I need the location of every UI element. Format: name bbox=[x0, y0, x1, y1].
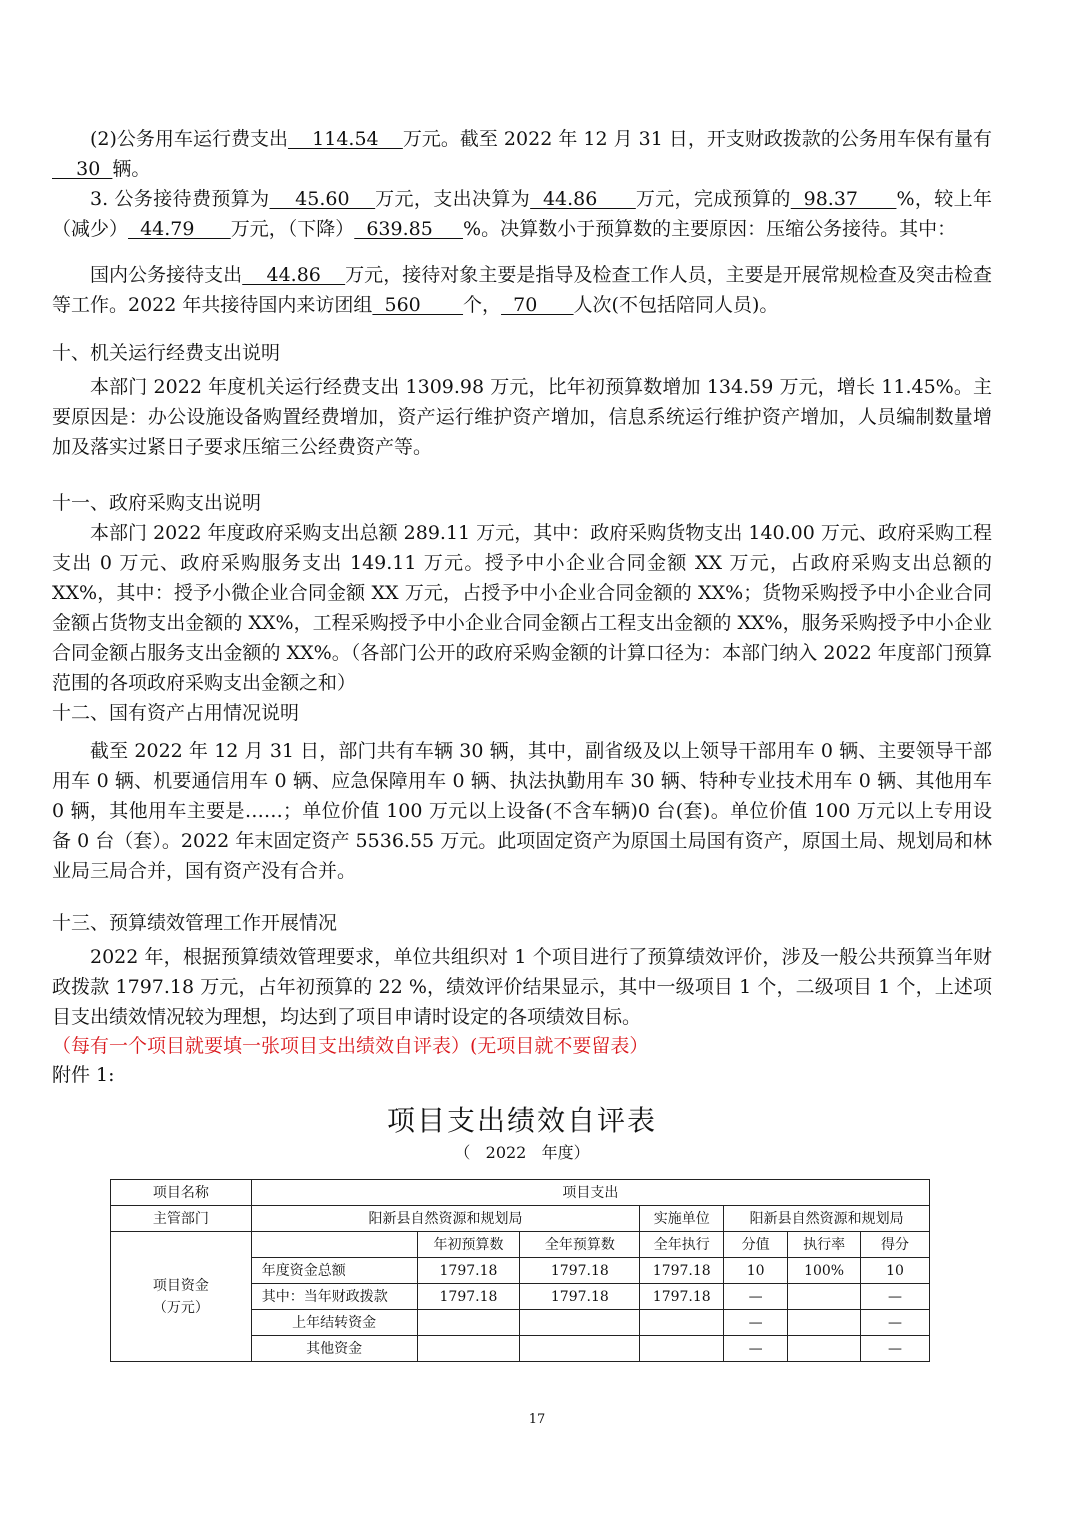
filled-value: 98.37 bbox=[790, 188, 897, 210]
table-cell: — bbox=[724, 1336, 788, 1362]
table-cell: 上年结转资金 bbox=[251, 1310, 417, 1336]
table-header-cell: 分值 bbox=[724, 1232, 788, 1258]
page-number: 17 bbox=[528, 1412, 546, 1427]
section-heading-11: 十一、政府采购支出说明 bbox=[52, 492, 262, 514]
table-cell bbox=[640, 1336, 724, 1362]
section-body-13: 2022 年，根据预算绩效管理要求，单位共组织对 1 个项目进行了预算绩效评价，涉及一般公共预算当年财政拨款 1797.18 万元，占年初预算的 22 %，绩效评价结果显示，其中一级项目 1 个，二级项目 1 个，上述项目支出绩效情况较为理想，均达到了项目申请时设定的各项绩效目标。 bbox=[52, 946, 992, 1028]
table-cell bbox=[640, 1310, 724, 1336]
table-cell: — bbox=[861, 1284, 930, 1310]
table-cell bbox=[251, 1232, 417, 1258]
table-cell: 其中：当年财政拨款 bbox=[251, 1284, 417, 1310]
table-header-cell: 得分 bbox=[861, 1232, 930, 1258]
table-cell: — bbox=[861, 1310, 930, 1336]
text: 万元。截至 2022 年 12 月 31 日，开支财政拨款的公务用车保有量有 bbox=[402, 128, 992, 150]
text: 万元，接待对象主要是指导及检查工作人员，主要是开展常规检查及突击检查等工作。2022 年共接待国内来访团组 bbox=[52, 264, 992, 316]
document-page bbox=[52, 124, 992, 1168]
filled-value: 70 bbox=[501, 294, 574, 316]
section-body-12: 截至 2022 年 12 月 31 日，部门共有车辆 30 辆，其中，副省级及以上领导干部用车 0 辆、主要领导干部用车 0 辆、机要通信用车 0 辆、应急保障用车 0 辆、执法执勤用车 30 辆、特种专业技术用车 0 辆、其他用车 0 辆，其他用车主要是……；单位价值 100 万元以上设备(不含车辆)0 台(套)。单位价值 100 万元以上专用设备 0 台（套）。2022 年末固定资产 5536.55 万元。此项固定资产为原国土局国有资产，原国土局、规划局和林业局三局合并，国有资产没有合并。 bbox=[52, 740, 992, 882]
table-cell: 10 bbox=[724, 1258, 788, 1284]
table-cell: — bbox=[724, 1310, 788, 1336]
table-cell: 项目支出 bbox=[251, 1180, 929, 1206]
table-cell: 项目资金 （万元） bbox=[111, 1232, 252, 1362]
table-year: （ 2022 年度） bbox=[454, 1143, 590, 1162]
section-heading-12: 十二、国有资产占用情况说明 bbox=[52, 702, 300, 724]
table-cell: 1797.18 bbox=[640, 1258, 724, 1284]
table-cell: 1797.18 bbox=[417, 1258, 520, 1284]
paragraph-domestic-reception bbox=[52, 260, 992, 320]
filled-value: 44.86 bbox=[530, 188, 636, 210]
table-cell bbox=[520, 1310, 640, 1336]
filled-value: 114.54 bbox=[287, 128, 403, 150]
table-header-cell: 全年预算数 bbox=[520, 1232, 640, 1258]
text: (2)公务用车运行费支出 bbox=[90, 128, 288, 150]
attachment-label: 附件 1: bbox=[52, 1064, 115, 1086]
text: 3. 公务接待费预算为 bbox=[90, 188, 270, 210]
text: %，较上年（减少） bbox=[52, 188, 992, 240]
self-evaluation-table bbox=[110, 1179, 930, 1362]
table-cell: 1797.18 bbox=[640, 1284, 724, 1310]
table-cell: 10 bbox=[861, 1258, 930, 1284]
section-body-11: 本部门 2022 年度政府采购支出总额 289.11 万元，其中：政府采购货物支出 140.00 万元、政府采购工程支出 0 万元、政府采购服务支出 149.11 万元。授予中小企业合同金额 XX 万元，占政府采购支出总额的 XX%，其中：授予小微企业合同金额 XX 万元，占授予中小企业合同金额的 XX%；货物采购授予中小企业合同金额占货物支出金额的 XX%，工程采购授予中小企业合同金额占工程支出金额的 XX%，服务采购授予中小企业合同金额占服务支出金额的 XX%。（各部门公开的政府采购金额的计算口径为：本部门纳入 2022 年度部门预算范围的各项政府采购支出金额之和） bbox=[52, 522, 992, 694]
filled-value: 44.79 bbox=[128, 218, 231, 240]
text: 国内公务接待支出 bbox=[90, 264, 243, 286]
text: 个， bbox=[463, 294, 502, 316]
table-cell: 1797.18 bbox=[520, 1284, 640, 1310]
section-body-10: 本部门 2022 年度机关运行经费支出 1309.98 万元，比年初预算数增加 134.59 万元，增长 11.45%。主要原因是：办公设施设备购置经费增加，资产运行维护资产增加，信息系统运行维护资产增加，人员编制数量增加及落实过紧日子要求压缩三公经费资产等。 bbox=[52, 376, 992, 458]
table-cell bbox=[788, 1310, 861, 1336]
table-cell bbox=[788, 1284, 861, 1310]
text: 人次(不包括陪同人员)。 bbox=[573, 294, 779, 316]
table-row bbox=[111, 1206, 930, 1232]
table-row bbox=[111, 1180, 930, 1206]
table-cell: 年度资金总额 bbox=[251, 1258, 417, 1284]
table-row bbox=[111, 1232, 930, 1258]
table-cell: 其他资金 bbox=[251, 1336, 417, 1362]
filled-value: 44.86 bbox=[242, 264, 346, 286]
section-heading-13: 十三、预算绩效管理工作开展情况 bbox=[52, 912, 338, 934]
table-cell: 100% bbox=[788, 1258, 861, 1284]
table-cell: 项目名称 bbox=[111, 1180, 252, 1206]
table-title: 项目支出绩效自评表 bbox=[386, 1104, 657, 1137]
filled-value: 639.85 bbox=[354, 218, 464, 240]
table-cell: 阳新县自然资源和规划局 bbox=[724, 1206, 930, 1232]
table-cell: 主管部门 bbox=[111, 1206, 252, 1232]
table-header-cell: 执行率 bbox=[788, 1232, 861, 1258]
filled-value: 560 bbox=[372, 294, 464, 316]
table-cell: — bbox=[861, 1336, 930, 1362]
text: 辆。 bbox=[112, 158, 151, 180]
table-header-cell: 全年执行 bbox=[640, 1232, 724, 1258]
table-cell bbox=[520, 1336, 640, 1362]
table-cell: — bbox=[724, 1284, 788, 1310]
table-cell bbox=[788, 1336, 861, 1362]
table-header-cell: 年初预算数 bbox=[417, 1232, 520, 1258]
text: 万元，（下降） bbox=[230, 218, 355, 240]
filled-value: 45.60 bbox=[269, 188, 376, 210]
red-note: （每有一个项目就要填一张项目支出绩效自评表）(无项目就不要留表） bbox=[52, 1035, 649, 1057]
section-heading-10: 十、机关运行经费支出说明 bbox=[52, 342, 281, 364]
paragraph-reception-budget bbox=[52, 184, 992, 244]
table-cell bbox=[417, 1336, 520, 1362]
filled-value: 30 bbox=[52, 158, 113, 180]
text: 万元，支出决算为 bbox=[375, 188, 531, 210]
table-cell: 1797.18 bbox=[417, 1284, 520, 1310]
text: 万元，完成预算的 bbox=[635, 188, 791, 210]
table-cell: 阳新县自然资源和规划局 bbox=[251, 1206, 640, 1232]
table-cell bbox=[417, 1310, 520, 1336]
paragraph-car-expense bbox=[52, 124, 992, 184]
table-cell: 实施单位 bbox=[640, 1206, 724, 1232]
table-cell: 1797.18 bbox=[520, 1258, 640, 1284]
text: %。决算数小于预算数的主要原因：压缩公务接待。其中： bbox=[463, 218, 957, 240]
